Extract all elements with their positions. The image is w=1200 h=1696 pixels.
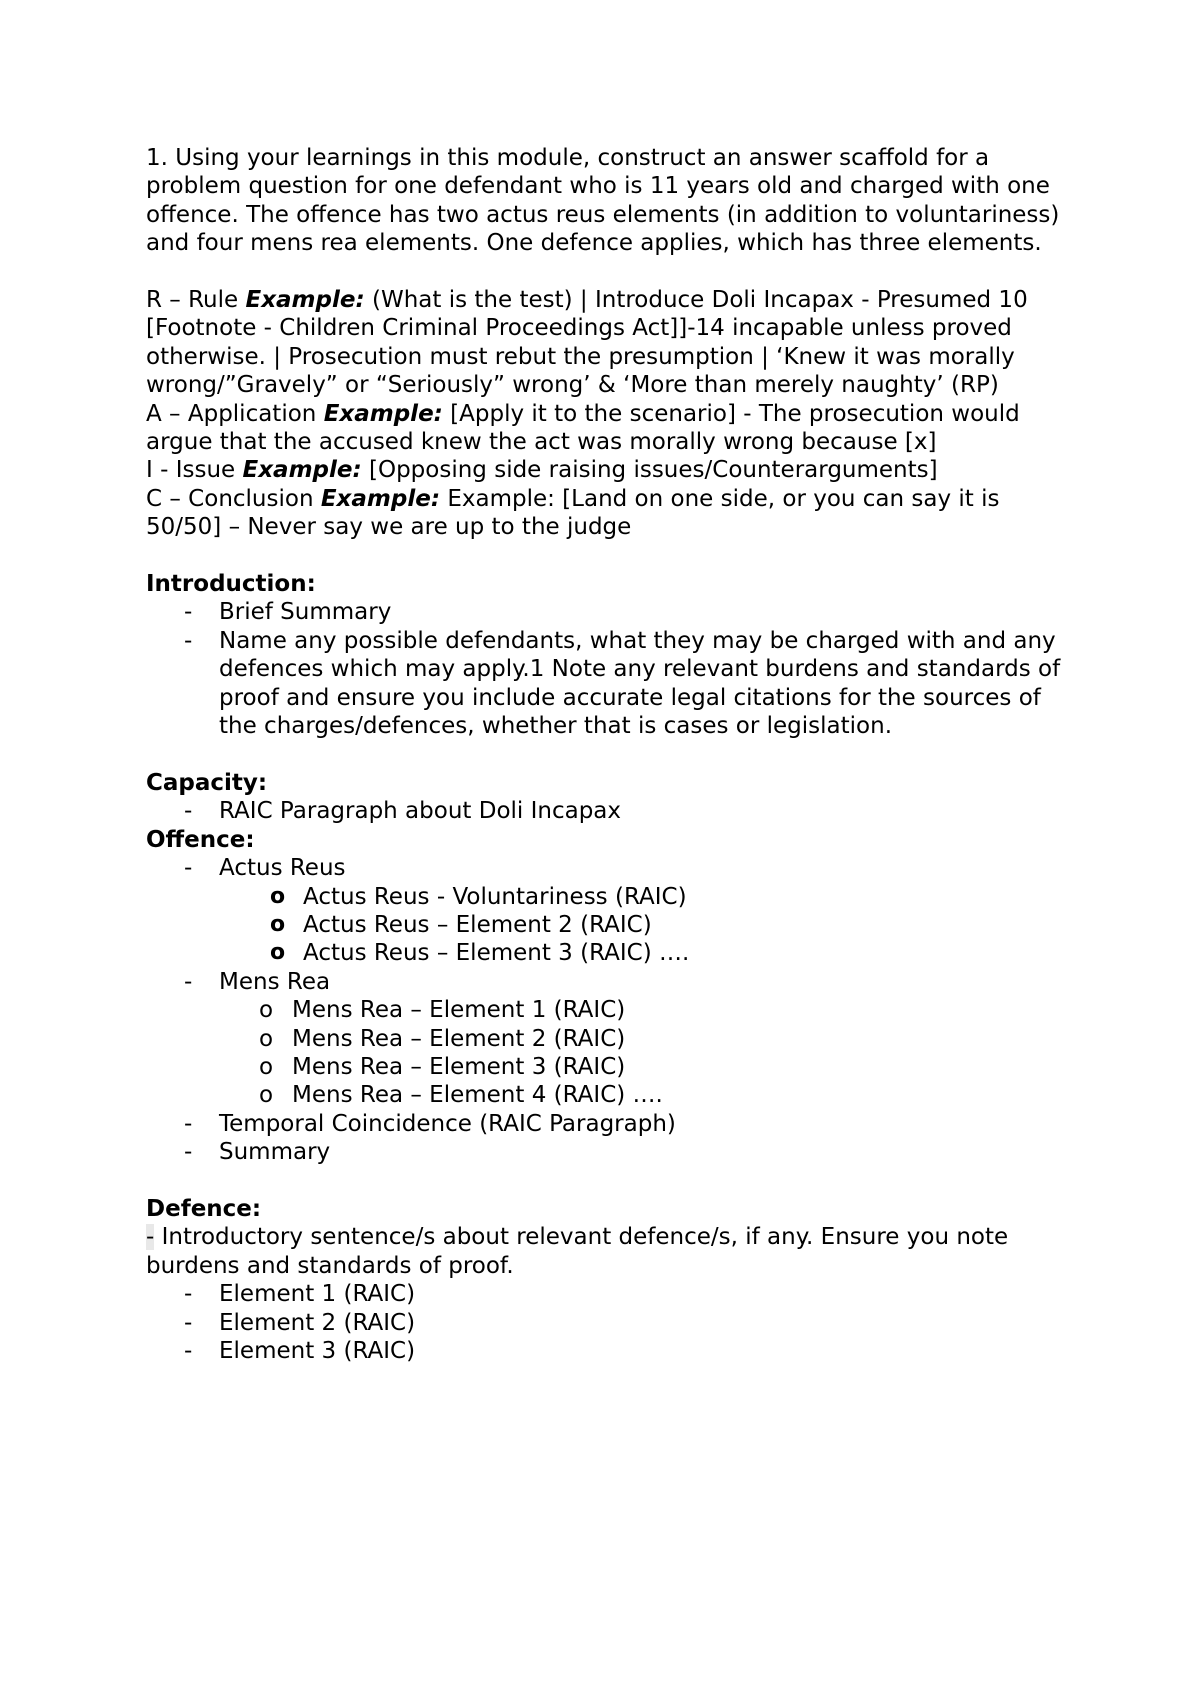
example-label: Example: (245, 287, 365, 314)
defence-heading: Defence: (146, 1195, 262, 1222)
defence-intro-continued: burdens and standards of proof. (146, 1252, 514, 1279)
list-item: - Name any possible defendants, what they may be charged with and any defences which may apply.1 Note any relevant burdens and standards of proof and ensure you include accurate legal citations for the sources of the charges/defences, whether that is cases or legislation. (184, 627, 1061, 740)
example-label: Example: (242, 457, 362, 484)
raic-conclusion: C – Conclusion Example: Example: [Land on one side, or you can say it is 50/50] – Never say we are up to the judge (146, 485, 1000, 541)
offence-heading: Offence: (146, 826, 255, 853)
raic-issue: I - Issue Example: [Opposing side raising issues/Counterarguments] (146, 457, 938, 484)
circle-marker: o (259, 1053, 274, 1080)
dash-marker: - (184, 855, 193, 882)
sub-list-item: o Mens Rea – Element 4 (RAIC) …. (259, 1082, 663, 1109)
list-item: - Element 2 (RAIC) (184, 1309, 416, 1336)
list-item: - Actus Reus (184, 855, 346, 882)
example-label: Example: (320, 485, 441, 512)
circle-marker: o (259, 1082, 274, 1109)
sub-list-item: o Actus Reus – Element 2 (RAIC) (270, 911, 652, 938)
bullet-marker: o (270, 883, 286, 909)
list-item: - Mens Rea (184, 968, 331, 995)
list-item: - Summary (184, 1139, 331, 1166)
question-text: 1. Using your learnings in this module, construct an answer scaffold for a problem question for one defendant who is 11 years old and charged with one offence. The offence has two actus reus elements (in addition to voluntariness) and four mens rea elements. One defence applies, which has three elements. (146, 145, 1060, 257)
dash-marker: - (184, 968, 193, 995)
raic-application: A – Application Example: [Apply it to the scenario] - The prosecution would argue that the accused knew the act was morally wrong because [x] (146, 400, 1020, 456)
circle-marker: o (259, 997, 274, 1024)
dash-marker: - (146, 1224, 155, 1251)
bullet-marker: o (270, 911, 286, 937)
sub-list-item: o Mens Rea – Element 3 (RAIC) (259, 1053, 626, 1080)
dash-marker: - (184, 1281, 193, 1308)
dash-marker: - (184, 798, 193, 825)
dash-marker: - (184, 1309, 193, 1336)
dash-marker: - (184, 1139, 193, 1166)
list-item: - RAIC Paragraph about Doli Incapax (184, 798, 622, 825)
dash-marker: - (184, 599, 193, 626)
dash-marker: - (184, 1338, 193, 1364)
list-item: - Element 3 (RAIC) (184, 1338, 416, 1364)
list-item: - Brief Summary (184, 599, 392, 626)
dash-marker: - (184, 1110, 193, 1137)
raic-rule: R – Rule Example: (What is the test) | Introduce Doli Incapax - Presumed 10 [Footnote - Children Criminal Proceedings Act]]-14 incapable unless proved otherwise. | Prosecution must rebut the presumption | ‘Knew it was morally wrong/”Gravely” or “Seriously” wrong’ & ‘More than merely naughty’ (RP) (146, 287, 1028, 399)
sub-list-item: o Actus Reus – Element 3 (RAIC) …. (270, 940, 690, 967)
list-item: - Temporal Coincidence (RAIC Paragraph) (184, 1110, 676, 1137)
sub-list-item: o Mens Rea – Element 2 (RAIC) (259, 1025, 626, 1052)
sub-list-item: o Mens Rea – Element 1 (RAIC) (259, 997, 626, 1024)
bullet-marker: o (270, 940, 286, 966)
circle-marker: o (259, 1025, 274, 1052)
introduction-heading: Introduction: (146, 571, 316, 598)
list-item: - Element 1 (RAIC) (184, 1281, 416, 1308)
sub-list-item: o Actus Reus - Voluntariness (RAIC) (270, 883, 687, 910)
defence-intro: - Introductory sentence/s about relevant defence/s, if any. Ensure you note (146, 1224, 1009, 1251)
document-page (146, 144, 1076, 1365)
example-label: Example: (323, 400, 443, 427)
capacity-heading: Capacity: (146, 769, 268, 796)
dash-marker: - (184, 627, 193, 654)
